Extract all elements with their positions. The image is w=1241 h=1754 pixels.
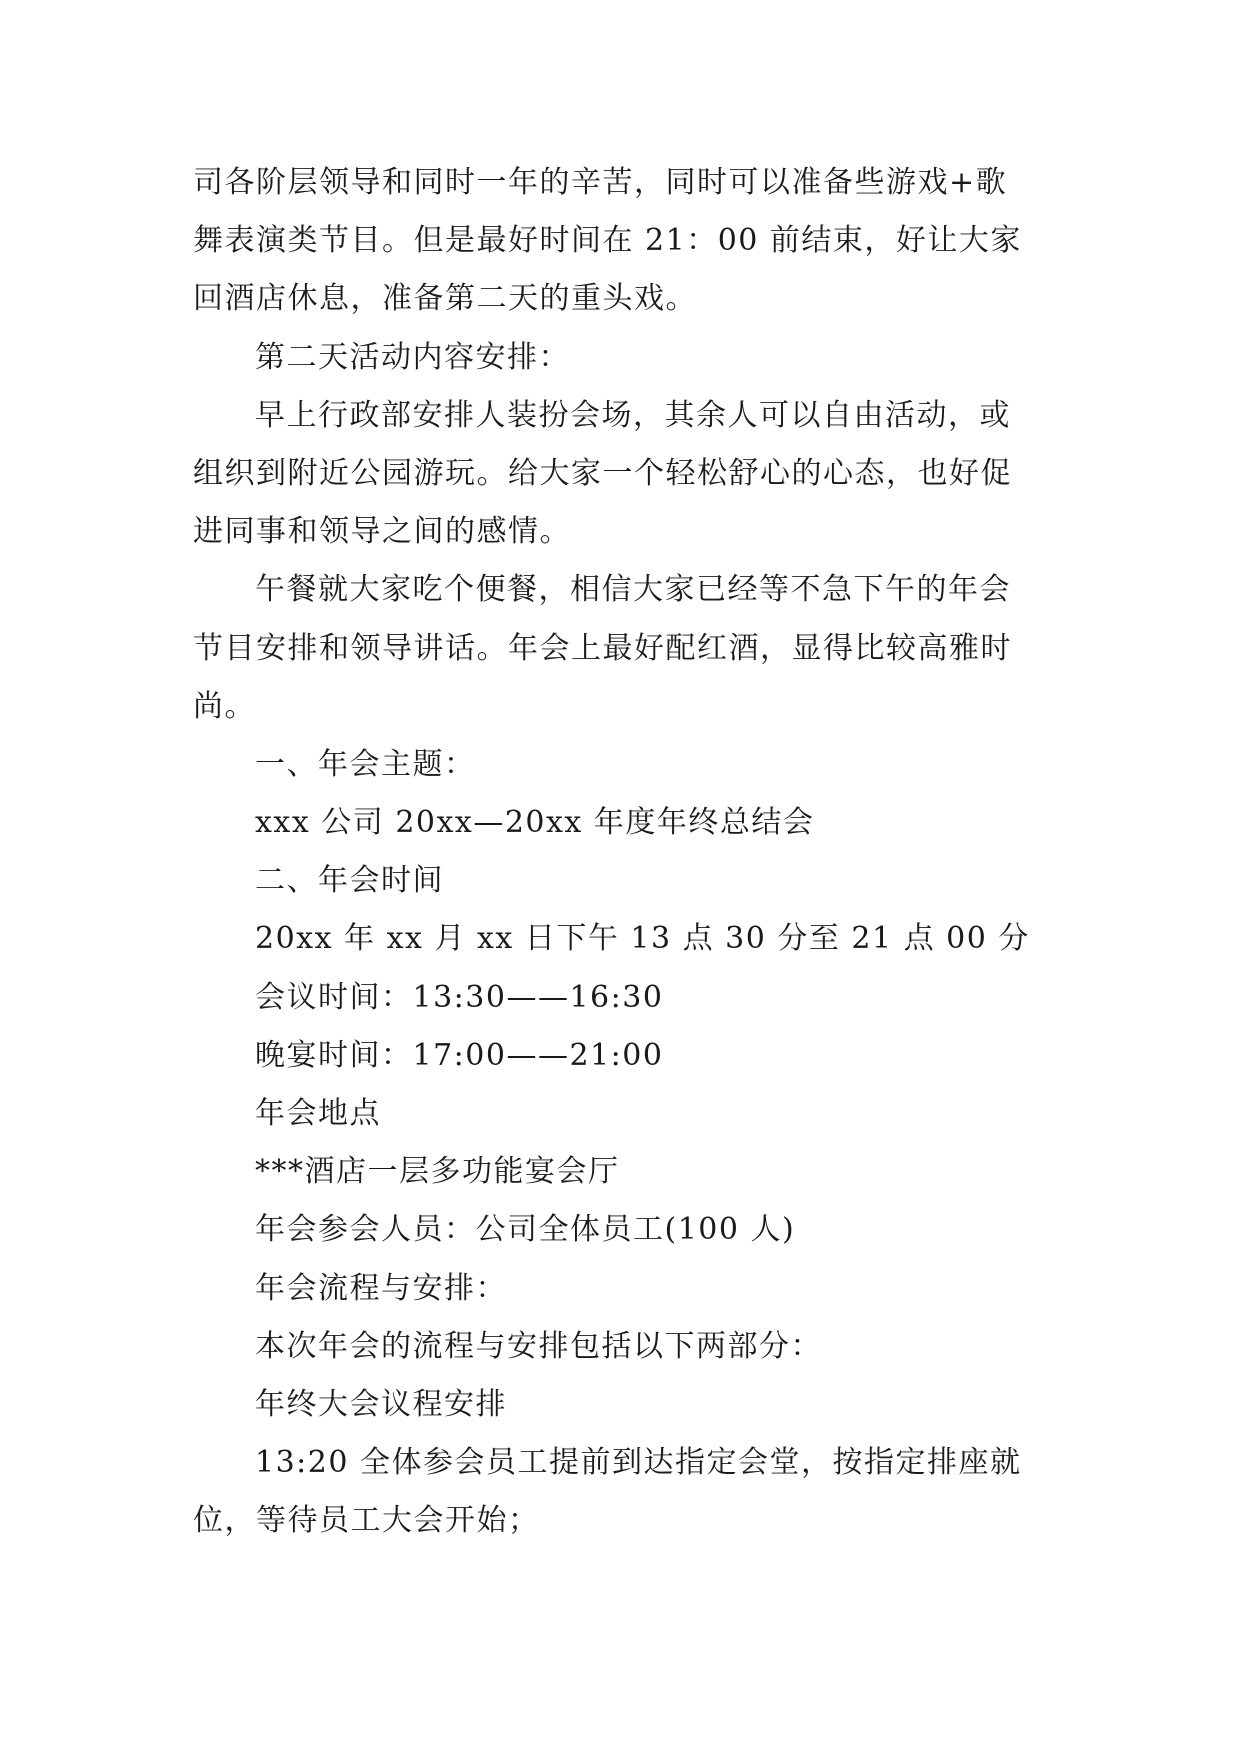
- document-body: [193, 154, 1053, 1551]
- section-heading: 年会流程与安排：: [255, 1270, 507, 1306]
- section-heading: 一、年会主题：: [255, 746, 476, 782]
- text-line: ***酒店一层多功能宴会厅: [255, 1154, 620, 1190]
- text-line: 司各阶层领导和同时一年的辛苦，同时可以准备些游戏+歌: [193, 165, 1008, 200]
- text-line: 位，等待员工大会开始；: [193, 1503, 540, 1539]
- text-line: 节目安排和领导讲话。年会上最好配红酒，显得比较高雅时: [193, 630, 1012, 666]
- section-heading: 年终大会议程安排: [255, 1386, 507, 1422]
- text-line: 本次年会的流程与安排包括以下两部分：: [255, 1328, 822, 1364]
- text-line: 尚。: [193, 688, 256, 724]
- text-line: 早上行政部安排人装扮会场，其余人可以自由活动，或: [255, 397, 1011, 433]
- text-line: 进同事和领导之间的感情。: [193, 514, 571, 550]
- section-heading: 第二天活动内容安排：: [255, 339, 570, 375]
- text-line: 午餐就大家吃个便餐，相信大家已经等不急下午的年会: [255, 572, 1011, 608]
- text-line: 晚宴时间：17:00——21:00: [255, 1037, 664, 1073]
- text-line: 组织到附近公园游玩。给大家一个轻松舒心的心态，也好促: [193, 455, 1012, 491]
- text-line: xxx 公司 20xx—20xx 年度年终总结会: [255, 805, 815, 841]
- section-heading: 二、年会时间: [255, 863, 444, 899]
- text-line: 会议时间：13:30——16:30: [255, 979, 664, 1015]
- text-line: 13:20 全体参会员工提前到达指定会堂，按指定排座就: [255, 1445, 1022, 1481]
- text-line: 舞表演类节目。但是最好时间在 21：00 前结束，好让大家: [193, 223, 1022, 259]
- text-line: 20xx 年 xx 月 xx 日下午 13 点 30 分至 21 点 00 分: [255, 921, 1030, 957]
- text-line: 年会参会人员：公司全体员工(100 人): [255, 1212, 796, 1248]
- text-line: 回酒店休息，准备第二天的重头戏。: [193, 281, 697, 317]
- section-heading: 年会地点: [255, 1096, 381, 1131]
